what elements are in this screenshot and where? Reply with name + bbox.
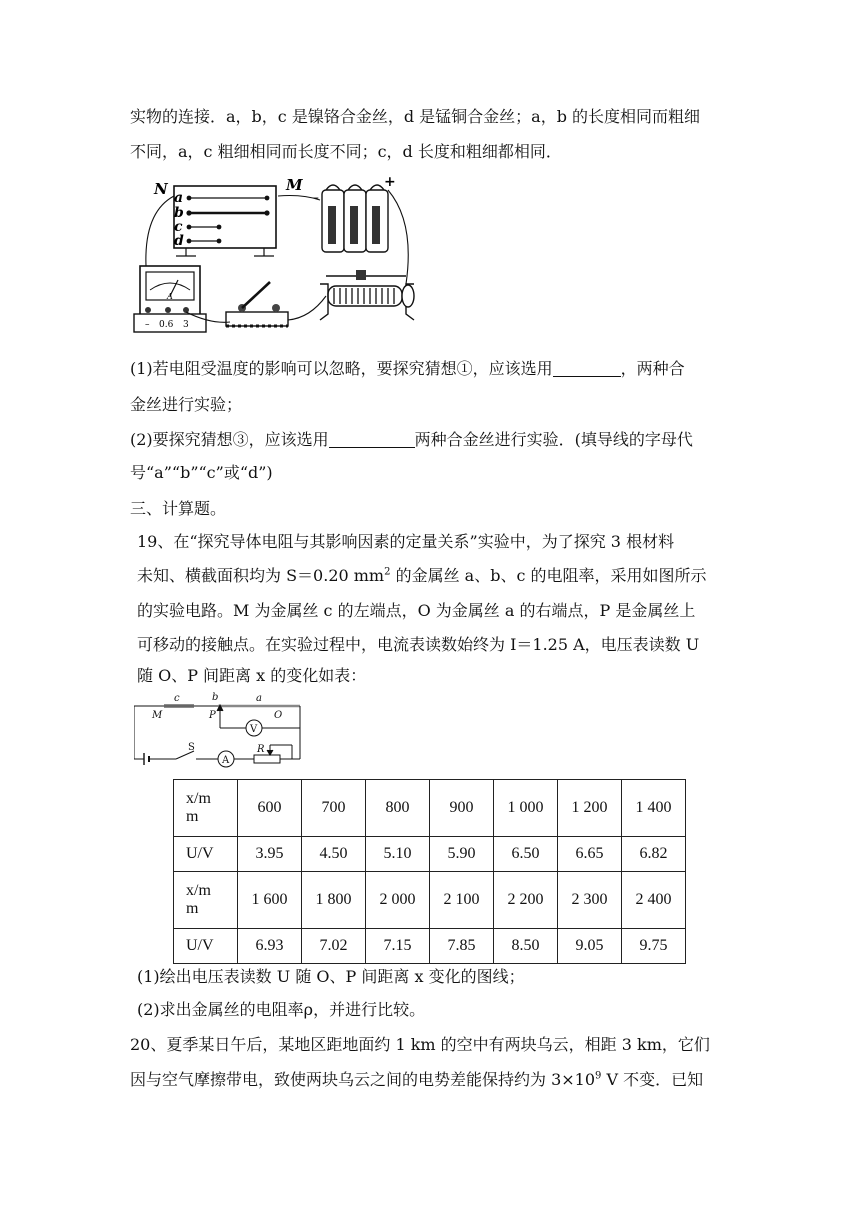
- table-cell: 8.50: [494, 929, 558, 964]
- table-row: [174, 929, 686, 964]
- wire-label-b: b: [174, 205, 184, 221]
- q20-line-1: 20、夏季某日午后，某地区距地面约 1 km 的空中有两块乌云，相距 3 km，它们: [130, 1035, 710, 1054]
- circuit-diagram: [134, 690, 310, 774]
- intro-line-1: 实物的连接．a，b，c 是镍铬合金丝，d 是锰铜合金丝；a，b 的长度相同而粗细: [130, 107, 701, 126]
- q19-line-4: 可移动的接触点。在实验过程中，电流表读数始终为 I＝1.25 A，电压表读数 U: [137, 635, 700, 654]
- q19-line-5: 随 O、P 间距离 x 的变化如表：: [137, 666, 367, 685]
- table-cell: 2 100: [430, 872, 494, 929]
- table-cell: 2 300: [558, 872, 622, 929]
- q19-line-2a: 未知、横截面积均为 S＝0.20 mm: [137, 566, 385, 585]
- x-header-part-2: m: [186, 900, 199, 917]
- table-cell: 2 000: [366, 872, 430, 929]
- table-cell: 3.95: [238, 837, 302, 872]
- q19-subquestion-1: (1)绘出电压表读数 U 随 O、P 间距离 x 变化的图线；: [137, 967, 525, 986]
- q18-part1-line2: 金丝进行实验；: [130, 395, 243, 414]
- u-header: U/V: [174, 929, 238, 964]
- table-cell: 6.50: [494, 837, 558, 872]
- table-cell: 9.05: [558, 929, 622, 964]
- diagram-label-P: P: [209, 710, 216, 721]
- q19-line-2b: 的金属丝 a、b、c 的电阻率，采用如图所示: [390, 566, 707, 585]
- q18-part2-text-b: 两种合金丝进行实验．(填导线的字母代: [414, 430, 693, 449]
- table-cell: 1 200: [558, 780, 622, 837]
- q20-sup: 9: [595, 1070, 602, 1082]
- table-cell: 7.15: [366, 929, 430, 964]
- wire-label-c: c: [174, 219, 183, 235]
- table-cell: 1 000: [494, 780, 558, 837]
- q20-line-2b: V 不变．已知: [601, 1070, 704, 1089]
- x-header-part-1: x/m: [186, 882, 211, 899]
- table-cell: 6.65: [558, 837, 622, 872]
- table-cell: 2 200: [494, 872, 558, 929]
- table-cell: 600: [238, 780, 302, 837]
- table-cell: 1 600: [238, 872, 302, 929]
- diagram-label-O: O: [274, 710, 283, 721]
- diagram-label-S: S: [188, 742, 195, 753]
- rheostat: [320, 270, 414, 320]
- diagram-label-R: R: [257, 744, 265, 755]
- q18-answer-blank-1[interactable]: [553, 358, 621, 377]
- q18-part1-text-a: (1)若电阻受温度的影响可以忽略，要探究猜想①，应该选用: [130, 359, 553, 378]
- table-cell: 5.90: [430, 837, 494, 872]
- table-cell: 4.50: [302, 837, 366, 872]
- q18-part1-line1: [130, 356, 685, 379]
- table-row: [174, 837, 686, 872]
- q19-subquestion-2: (2)求出金属丝的电阻率ρ，并进行比较。: [137, 1000, 426, 1019]
- label-N: N: [154, 180, 168, 198]
- q19-line-2: [137, 563, 707, 586]
- battery-minus: –: [312, 190, 319, 206]
- battery-pack: [312, 174, 396, 252]
- table-cell: 6.82: [622, 837, 686, 872]
- table-row: [174, 780, 686, 837]
- wire-label-a: a: [174, 190, 184, 206]
- voltmeter-symbol: V: [250, 724, 258, 735]
- q18-part2-text-a: (2)要探究猜想③，应该选用: [130, 430, 329, 449]
- ammeter: [134, 266, 206, 332]
- intro-line-2: 不同，a，c 粗细相同而长度不同；c，d 长度和粗细都相同．: [130, 142, 562, 161]
- q18-part1-text-b: ，两种合: [620, 359, 685, 378]
- wire-board: [174, 186, 276, 256]
- table-row: [174, 872, 686, 929]
- wire-label-d: d: [174, 233, 184, 249]
- u-header: U/V: [174, 837, 238, 872]
- q18-part2-line1: [130, 427, 693, 450]
- table-cell: 800: [366, 780, 430, 837]
- ammeter-terminal-minus: –: [145, 320, 150, 330]
- table-cell: 1 800: [302, 872, 366, 929]
- apparatus-figure: [130, 172, 430, 342]
- table-cell: 7.02: [302, 929, 366, 964]
- ammeter-terminal-3: 3: [183, 320, 189, 330]
- diagram-label-a: a: [256, 693, 262, 704]
- table-cell: 6.93: [238, 929, 302, 964]
- ammeter-face-label: A: [167, 292, 173, 301]
- switch: [226, 282, 288, 326]
- table-cell: 9.75: [622, 929, 686, 964]
- x-header: [174, 780, 238, 837]
- label-M: M: [286, 176, 303, 194]
- table-cell: 900: [430, 780, 494, 837]
- diagram-label-b: b: [212, 692, 219, 703]
- diagram-label-c: c: [174, 693, 180, 704]
- table-cell: 700: [302, 780, 366, 837]
- ammeter-terminal-0-6: 0.6: [159, 320, 174, 330]
- diagram-label-M: M: [152, 710, 163, 721]
- table-cell: 2 400: [622, 872, 686, 929]
- q18-part2-line2: 号“a”“b”“c”或“d”): [130, 463, 273, 482]
- table-cell: 7.85: [430, 929, 494, 964]
- table-cell: 5.10: [366, 837, 430, 872]
- table-cell: 1 400: [622, 780, 686, 837]
- x-header: [174, 872, 238, 929]
- x-header-part-1: x/m: [186, 790, 211, 807]
- x-header-part-2: m: [186, 808, 199, 825]
- battery-plus: +: [384, 174, 396, 190]
- section-heading: 三、计算题。: [130, 499, 227, 518]
- q19-line-1: 19、在“探究导体电阻与其影响因素的定量关系”实验中，为了探究 3 根材料: [137, 532, 675, 551]
- data-table: [173, 779, 686, 964]
- q19-line-3: 的实验电路。M 为金属丝 c 的左端点，O 为金属丝 a 的右端点，P 是金属丝上: [137, 601, 696, 620]
- q18-answer-blank-2[interactable]: [329, 429, 415, 448]
- q19-sup: 2: [384, 566, 391, 578]
- ammeter-symbol: A: [222, 755, 230, 766]
- q20-line-2: [130, 1067, 703, 1090]
- q20-line-2a: 因与空气摩擦带电，致使两块乌云之间的电势差能保持约为 3×10: [130, 1070, 596, 1089]
